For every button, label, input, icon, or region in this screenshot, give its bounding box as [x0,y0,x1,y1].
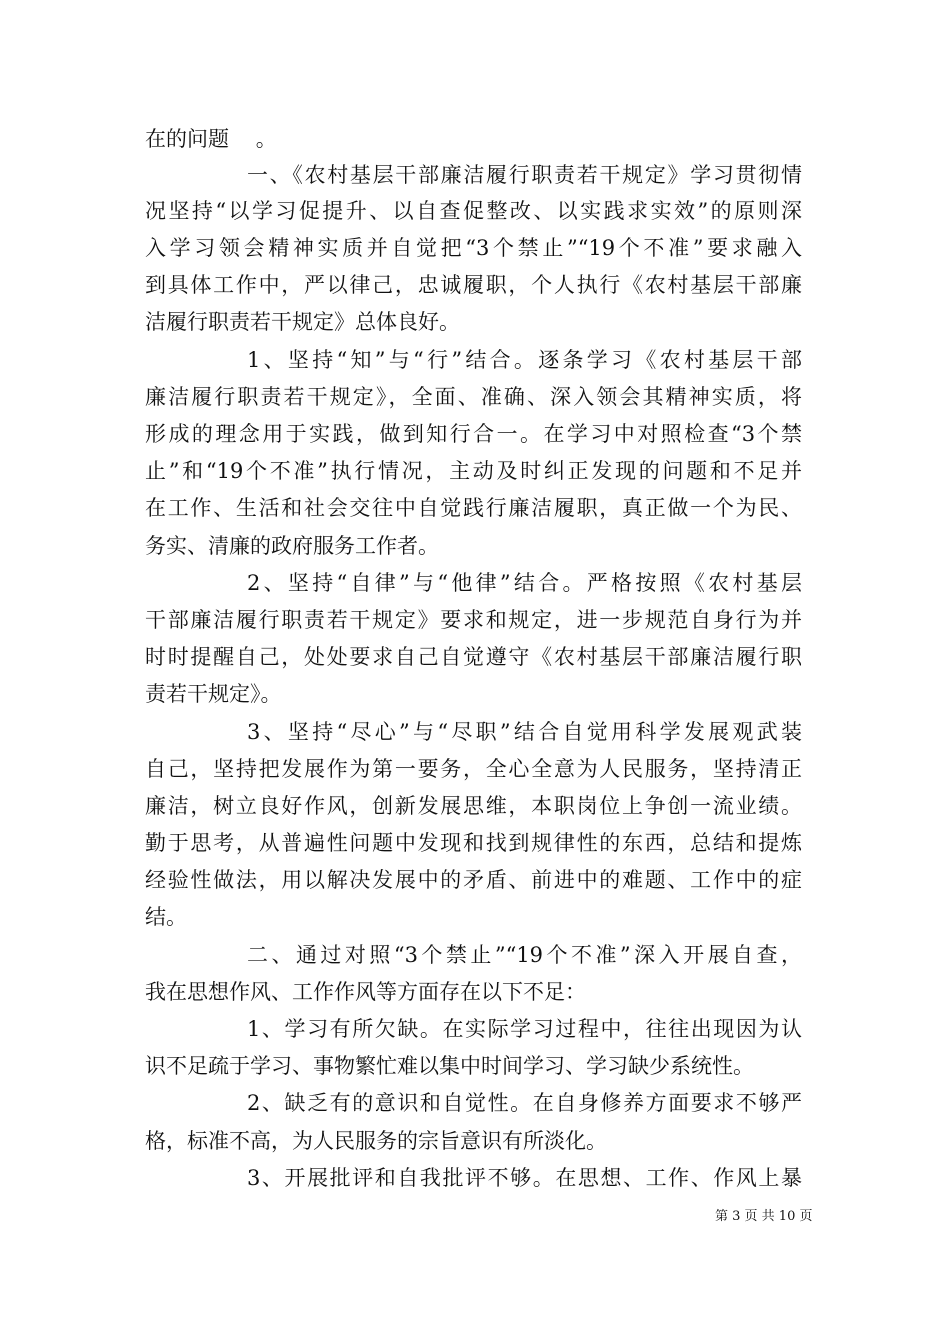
body-text-line: 廉洁履行职责若干规定》，全面、准确、深入领会其精神实质，将 [145,385,802,409]
body-text-line: 二、通过对照“3个禁止”“19个不准”深入开展自查， [247,943,802,967]
body-text-line: 在工作、生活和社会交往中自觉践行廉洁履职，真正做一个为民、 [145,496,802,520]
body-text-line: 自己，坚持把发展作为第一要务，全心全意为人民服务，坚持清正 [145,757,802,781]
body-text-line: 止”和“19个不准”执行情况，主动及时纠正发现的问题和不足并 [145,459,802,483]
body-text-line: 结。 [145,905,187,929]
body-text-line: 1、坚持“知”与“行”结合。逐条学习《农村基层干部 [247,348,802,372]
body-text-line: 在的问题 。 [145,127,277,151]
body-text-line: 3、坚持“尽心”与“尽职”结合自觉用科学发展观武装 [247,720,802,744]
body-text-line: 到具体工作中，严以律己，忠诚履职，个人执行《农村基层干部廉 [145,273,802,297]
body-text-line: 廉洁，树立良好作风，创新发展思维，本职岗位上争创一流业绩。 [145,794,802,818]
body-text-line: 一、《农村基层干部廉洁履行职责若干规定》学习贯彻情 [247,163,802,187]
body-text-line: 识不足疏于学习、事物繁忙难以集中时间学习、学习缺少系统性。 [145,1054,754,1078]
page-number-footer: 第 3 页 共 10 页 [715,1209,813,1224]
body-text-line: 形成的理念用于实践，做到知行合一。在学习中对照检查“3个禁 [145,422,802,446]
body-text-line: 2、坚持“自律”与“他律”结合。严格按照《农村基层 [247,571,802,595]
body-text-line: 2、缺乏有的意识和自觉性。在自身修养方面要求不够严 [247,1091,802,1115]
body-text-line: 时时提醒自己，处处要求自己自觉遵守《农村基层干部廉洁履行职 [145,645,802,669]
body-text-line: 勤于思考，从普遍性问题中发现和找到规律性的东西，总结和提炼 [145,831,802,855]
body-text-line: 责若干规定》。 [145,682,282,706]
body-text-line: 洁履行职责若干规定》总体良好。 [145,310,460,334]
body-text-line: 1、学习有所欠缺。在实际学习过程中，往往出现因为认 [247,1017,802,1041]
body-text-line: 干部廉洁履行职责若干规定》要求和规定，进一步规范自身行为并 [145,608,802,632]
body-text-line: 我在思想作风、工作作风等方面存在以下不足： [145,980,586,1004]
body-text-line: 3、开展批评和自我批评不够。在思想、工作、作风上暴 [247,1166,802,1190]
body-text-line: 经验性做法，用以解决发展中的矛盾、前进中的难题、工作中的症 [145,868,802,892]
body-text-line: 入学习领会精神实质并自觉把“3个禁止”“19个不准”要求融入 [145,236,802,260]
body-text-line: 况坚持“以学习促提升、以自查促整改、以实践求实效”的原则深 [145,199,802,223]
body-text-line: 务实、清廉的政府服务工作者。 [145,534,439,558]
body-text-line: 格，标准不高，为人民服务的宗旨意识有所淡化。 [145,1129,607,1153]
